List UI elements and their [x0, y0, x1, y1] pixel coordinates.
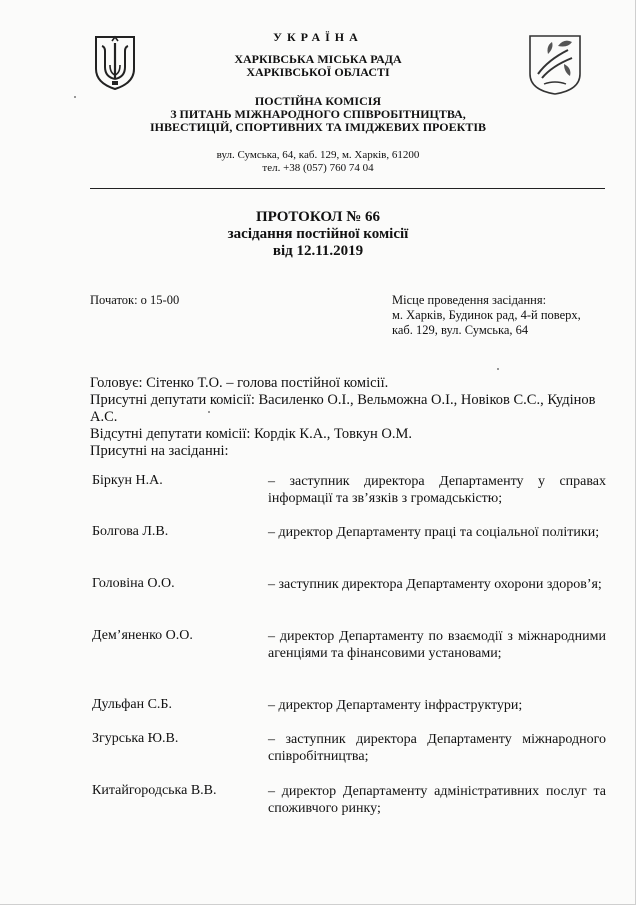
invited-name: Згурська Ю.В. — [92, 731, 179, 746]
invited-role: – директор Департаменту по взаємодії з міжнародними агенціями та фінансовими установами; — [268, 629, 606, 661]
meeting-start-time: Початок: о 15-00 — [90, 293, 180, 307]
council-name-line: ХАРКІВСЬКА МІСЬКА РАДА — [234, 52, 402, 66]
country-name: УКРАЇНА — [273, 30, 363, 44]
meeting-place — [392, 293, 581, 338]
street-address: вул. Сумська, 64, каб. 129, м. Харків, 61200 — [216, 149, 420, 161]
invited-role: – директор Департаменту адміністративних послуг та споживчого ринку; — [268, 784, 606, 816]
commission-line-1: ПОСТІЙНА КОМІСІЯ — [254, 94, 382, 108]
absent-deputies: Відсутні депутати комісії: Кордік К.А., Товкун О.М. — [90, 426, 413, 442]
invited-heading: Присутні на засіданні: — [90, 443, 229, 459]
contact-address — [0, 149, 636, 175]
attendance-block — [90, 375, 610, 460]
meeting-place-address-1: м. Харків, Будинок рад, 4-й поверх, — [392, 308, 581, 322]
invited-name: Болгова Л.В. — [92, 524, 169, 539]
protocol-number: ПРОТОКОЛ № 66 — [255, 209, 381, 225]
meeting-place-address-2: каб. 129, вул. Сумська, 64 — [392, 323, 529, 337]
commission-line-3: ІНВЕСТИЦІЙ, СПОРТИВНИХ ТА ІМІДЖЕВИХ ПРОЕКТІВ — [149, 120, 487, 134]
protocol-subtitle: засідання постійної комісії — [227, 226, 409, 242]
protocol-date: від 12.11.2019 — [272, 243, 364, 259]
council-name — [0, 53, 636, 79]
scan-speck — [497, 368, 499, 370]
scan-speck — [74, 96, 76, 98]
invited-role: – заступник директора Департаменту у справах інформації та зв’язків з громадськістю; — [268, 474, 606, 506]
chair-line: Головує: Сітенко Т.О. – голова постійної комісії. — [90, 375, 389, 391]
protocol-title — [0, 209, 636, 260]
scan-speck — [208, 411, 210, 413]
invited-role: – заступник директора Департаменту міжнародного співробітництва; — [268, 732, 606, 764]
commission-name — [0, 95, 636, 134]
present-deputies: Присутні депутати комісії: Василенко О.І., Вельможна О.І., Новіков С.С., Кудінов А.С. — [90, 392, 596, 425]
invited-name: Дем’яненко О.О. — [92, 628, 193, 643]
commission-line-2: З ПИТАНЬ МІЖНАРОДНОГО СПІВРОБІТНИЦТВА, — [170, 107, 466, 121]
invited-role: – директор Департаменту праці та соціальної політики; — [268, 525, 600, 540]
invited-name: Китайгородська В.В. — [92, 783, 217, 798]
council-region-line: ХАРКІВСЬКОЇ ОБЛАСТІ — [246, 65, 390, 79]
invited-role: – директор Департаменту інфраструктури; — [268, 698, 523, 713]
invited-name: Дульфан С.Б. — [92, 697, 172, 712]
invited-name: Біркун Н.А. — [92, 473, 163, 488]
phone-number: тел. +38 (057) 760 74 04 — [262, 162, 374, 174]
meeting-place-label: Місце проведення засідання: — [392, 293, 547, 307]
invited-name: Головіна О.О. — [92, 576, 175, 591]
invited-role: – заступник директора Департаменту охорони здоров’я; — [268, 577, 602, 592]
header-divider — [90, 188, 605, 189]
